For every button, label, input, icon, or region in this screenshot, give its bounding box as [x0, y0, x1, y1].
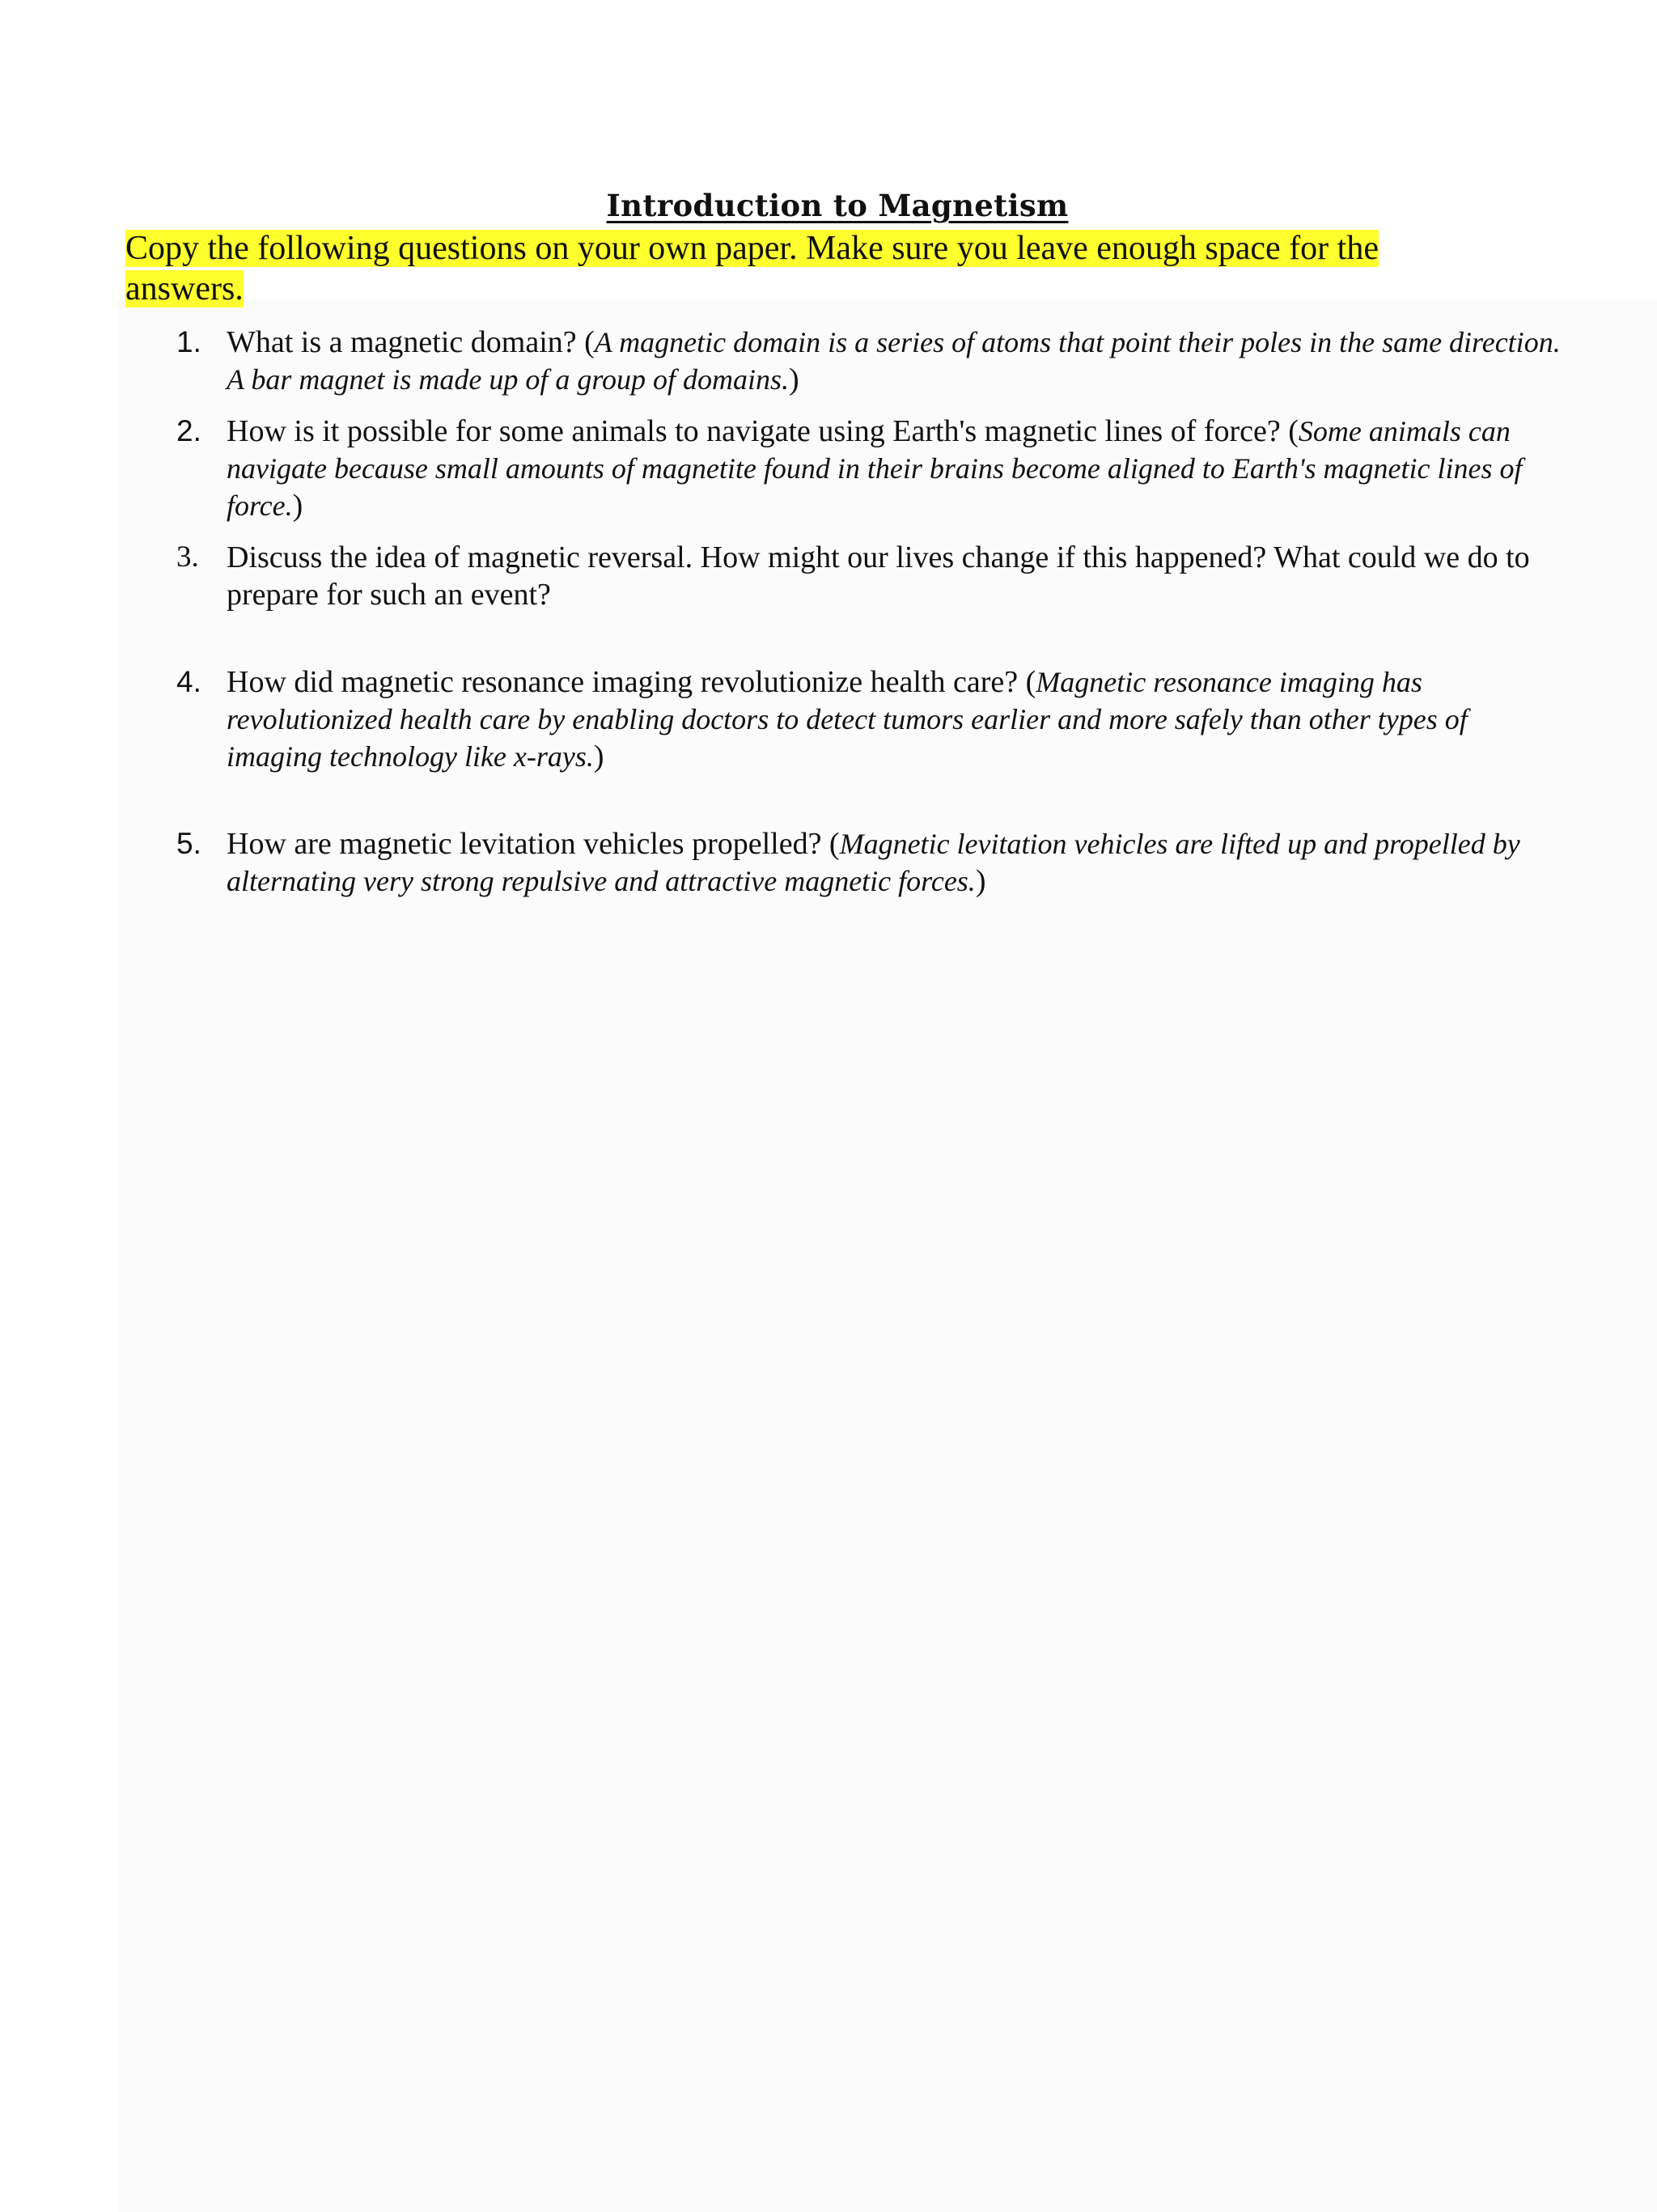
question-list [170, 324, 1562, 900]
question-number: 4. [176, 665, 201, 698]
answer-text: Magnetic levitation vehicles are lifted up and propelled by alternating very strong repulsive and attractive magnetic forces. [227, 828, 1520, 897]
question-item-2 [170, 413, 1562, 524]
question-number: 2. [176, 414, 201, 447]
question-text: What is a magnetic domain? ( [227, 325, 595, 359]
answer-text: A magnetic domain is a series of atoms that point their poles in the same direction. A bar magnet is made up of a group of domains. [227, 326, 1561, 396]
question-item-1 [170, 324, 1562, 398]
question-text: How are magnetic levitation vehicles propelled? ( [227, 827, 840, 861]
question-text: How did magnetic resonance imaging revolutionize health care? ( [227, 665, 1036, 699]
question-text: Discuss the idea of magnetic reversal. How might our lives change if this happened? What could we do to prepare for such an event? [227, 540, 1530, 612]
closing-paren: ) [593, 739, 604, 773]
question-item-3 [170, 539, 1562, 613]
question-number: 1. [176, 325, 201, 358]
answer-text: Magnetic resonance imaging has revolutionized health care by enabling doctors to detect tumors earlier and more safely than other types of imaging technology like x-rays. [227, 666, 1468, 773]
question-text: How is it possible for some animals to navigate using Earth's magnetic lines of force? ( [227, 414, 1299, 448]
highlighted-instruction: Copy the following questions on your own paper. Make sure you leave enough space for the answers. [125, 230, 1379, 307]
question-item-4 [170, 663, 1562, 775]
page-title: Introduction to Magnetism [606, 188, 1069, 223]
closing-paren: ) [292, 489, 303, 523]
closing-paren: ) [975, 864, 986, 898]
closing-paren: ) [789, 362, 799, 396]
question-number: 3. [176, 540, 199, 574]
instruction-text [125, 228, 1468, 309]
question-item-5 [170, 825, 1562, 900]
question-number: 5. [176, 827, 201, 860]
answer-text: Some animals can navigate because small amounts of magnetite found in their brains become aligned to Earth's magnetic lines of force. [227, 415, 1523, 522]
